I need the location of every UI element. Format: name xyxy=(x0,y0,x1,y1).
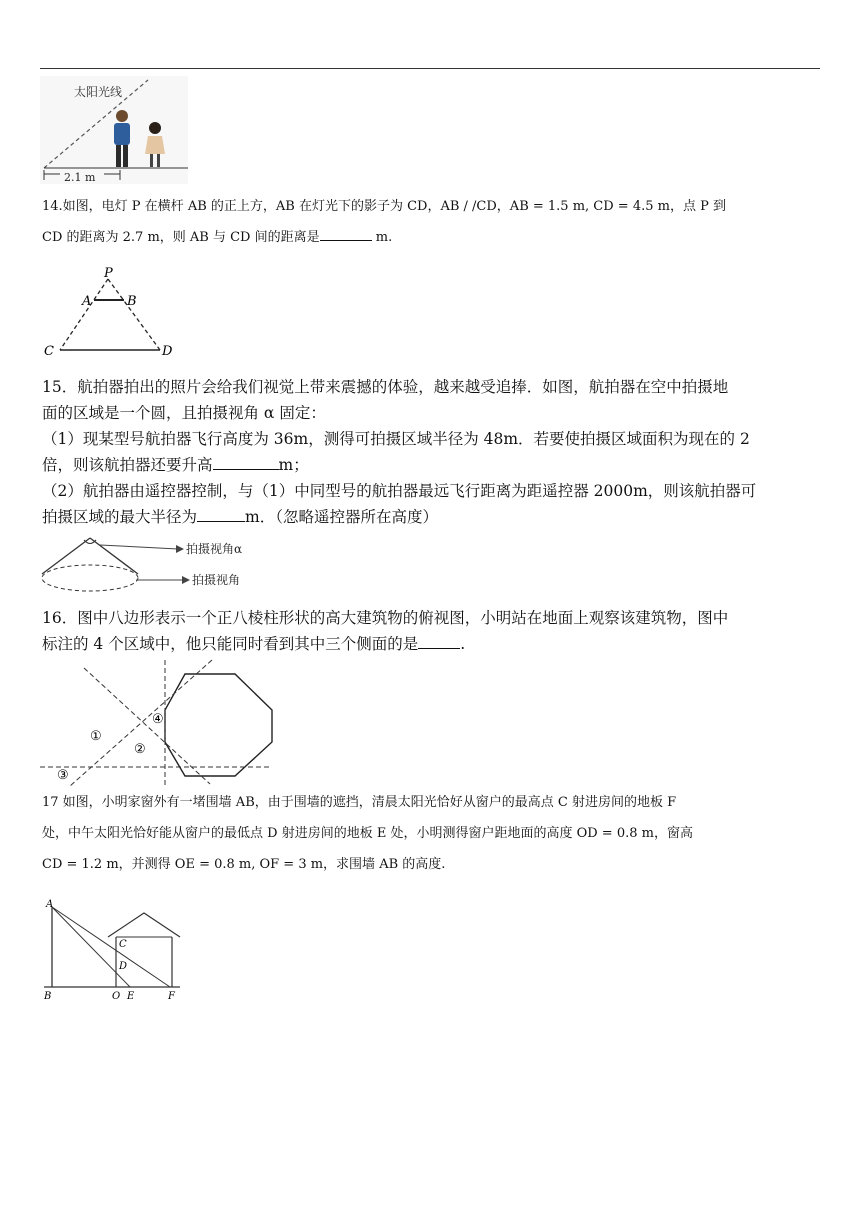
fig14-label-A: A xyxy=(82,294,92,309)
fig17-label-B: B xyxy=(44,991,52,1002)
q16-line2b: . xyxy=(460,635,466,653)
q15-answer-blank-2[interactable] xyxy=(197,507,245,522)
fig14-label-P: P xyxy=(104,266,113,281)
q15-line5: （2）航拍器由遥控器控制，与（1）中同型号的航拍器最远飞行距离为距遥控器 2000m，则该航拍器可 xyxy=(42,482,757,500)
q14-line1: 14.如图，电灯 P 在横杆 AB 的正上方，AB 在灯光下的影子为 CD，AB / /CD，AB = 1.5 m, CD = 4.5 m，点 P 到 xyxy=(42,199,726,214)
q17-line3: CD = 1.2 m，并测得 OE = 0.8 m, OF = 3 m，求围墙 AB 的高度. xyxy=(42,857,446,872)
q15-line1: 15．航拍器拍出的照片会给我们视觉上带来震撼的体验，越来越受追捧．如图，航拍器在空中拍摄地 xyxy=(42,378,729,396)
fig17-label-O: O xyxy=(112,991,121,1002)
region-2-label: ② xyxy=(134,742,146,757)
fig17-label-A: A xyxy=(46,899,54,910)
q17-line1: 17 如图，小明家窗外有一堵围墙 AB，由于围墙的遮挡，清晨太阳光恰好从窗户的最高点 C 射进房间的地板 F xyxy=(42,795,677,810)
q15-answer-blank-1[interactable] xyxy=(213,455,279,470)
fig17-label-F: F xyxy=(168,991,175,1002)
fig13-distance-label: 2.1 m xyxy=(64,171,96,184)
q17-text xyxy=(42,787,820,880)
q16-answer-blank[interactable] xyxy=(418,634,460,649)
fig17-label-C: C xyxy=(119,939,127,950)
fig14-label-C: C xyxy=(44,344,54,359)
q15-line4 xyxy=(42,452,820,478)
q15-line4b: m； xyxy=(278,456,309,474)
q14-line2a: CD 的距离为 2.7 m，则 AB 与 CD 间的距离是 xyxy=(42,230,320,245)
q16-line2a: 标注的 4 个区域中，他只能同时看到其中三个侧面的是 xyxy=(42,635,419,653)
q15-line6a: 拍摄区域的最大半径为 xyxy=(42,508,198,526)
q16-line2 xyxy=(42,631,820,657)
q14-answer-blank[interactable] xyxy=(320,226,372,241)
fig13-diagram xyxy=(40,76,190,186)
fig14-diagram xyxy=(40,264,190,360)
fig17-label-E: E xyxy=(127,991,135,1002)
q15-text xyxy=(42,374,820,530)
fig15-area-label: 拍摄视角 xyxy=(192,573,241,587)
region-4-label: ④ xyxy=(152,712,164,727)
q16-text xyxy=(42,605,820,657)
q14-text xyxy=(42,191,820,253)
region-3-label: ③ xyxy=(57,768,69,783)
fig15-diagram xyxy=(40,534,270,596)
q15-line6 xyxy=(42,504,820,530)
octagon-building xyxy=(165,674,272,776)
q16-line1: 16．图中八边形表示一个正八棱柱形状的高大建筑物的俯视图，小明站在地面上观察该建筑物，图中 xyxy=(42,609,729,627)
region-1-label: ① xyxy=(90,729,102,744)
q15-line4a: 倍，则该航拍器还要升高 xyxy=(42,456,213,474)
fig14-label-D: D xyxy=(162,344,173,359)
q14-line2 xyxy=(42,222,820,253)
fig14-label-B: B xyxy=(127,294,137,309)
q15-line3: （1）现某型号航拍器飞行高度为 36m，测得可拍摄区域半径为 48m．若要使拍摄区域面积为现在的 2 xyxy=(42,430,750,448)
fig13-sun-label: 太阳光线 xyxy=(74,85,123,99)
fig15-angle-label: 拍摄视角α xyxy=(186,542,243,556)
q14-line2b: m. xyxy=(375,230,393,245)
q15-line2: 面的区域是一个圆，且拍摄视角 α 固定： xyxy=(42,404,326,422)
fig16-diagram xyxy=(40,660,280,786)
fig17-diagram xyxy=(40,895,190,1005)
fig17-label-D: D xyxy=(119,961,128,972)
q15-line6b: m．（忽略遥控器所在高度） xyxy=(245,508,438,526)
q17-line2: 处，中午太阳光恰好能从窗户的最低点 D 射进房间的地板 E 处，小明测得窗户距地面的高度 OD = 0.8 m，窗高 xyxy=(42,826,693,841)
header-rule xyxy=(40,68,820,69)
